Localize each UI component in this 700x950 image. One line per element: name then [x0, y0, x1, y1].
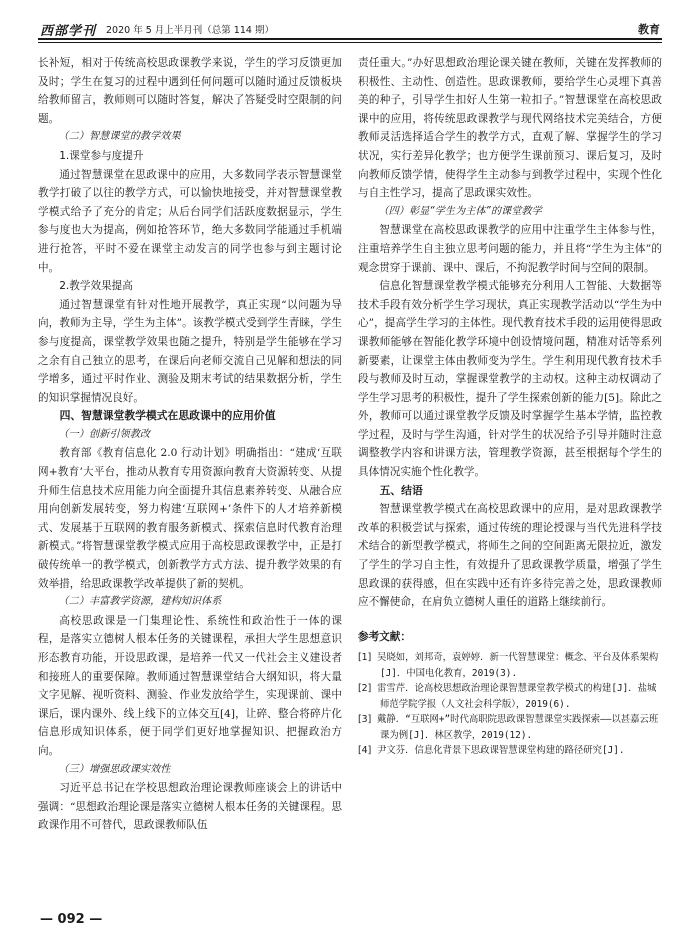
- paragraph: 教育部《教育信息化 2.0 行动计划》明确指出：“建成‘互联网+教育’大平台，推动从教育专用资源向教育大资源转变、从提升师生信息技术应用能力向全面提升其信息素养转变、从融合应用向创新发展转变，努力构建‘互联网+’条件下的人才培养新模式、发展基于互联网的教育服务新模式、探索信息时代教育治理新模式。”将智慧课堂教学模式应用于高校思政课教学中，正是打破传统单一的教学模式，创新教学方式方法、提升教学效果的有效举措，给思政课教学改革提供了新的契机。: [38, 447, 342, 590]
- reference-item: [3] 戴静．“互联网+”时代高职院思政课智慧课堂实践探索——以甚嘉云班课为例[J]．林区教学，2019(12).: [358, 714, 659, 741]
- journal-logo: 西部学刊: [40, 24, 97, 39]
- paragraph: 通过智慧课堂有针对性地开展教学，真正实现“以问题为导向，教师为主导，学生为主体”。该教学模式受到学生青睐，学生参与度提高，课堂教学效果也随之提升，特别是学生能够在学习之余有自己独立的思考，在课后向老师交流自己见解和想法的同学增多，通过平时作业、测验及期末考试的结果数据分析，学生的知识掌握情况良好。: [38, 298, 342, 404]
- subheading: （四）彰显“学生为主体”的课堂教学: [378, 205, 542, 217]
- subheading: （一）创新引领教改: [58, 428, 151, 440]
- subheading: （二）智慧课堂的教学效果: [58, 131, 181, 143]
- issue-info: 2020 年 5 月上半月刊（总第 114 期）: [106, 25, 274, 36]
- page-number: — 092 —: [40, 912, 103, 927]
- paragraph: 通过智慧课堂在思政课中的应用，大多数同学表示智慧课堂教学打破了以往的教学方式，可以愉快地接受，并对智慧课堂教学模式给予了充分的肯定；从后台同学们活跃度数据显示，学生参与度也大为提高，例如抢答环节，绝大多数同学能通过手机端进行抢答，平时不爱在课堂主动发言的同学也参与到主题讨论中。: [38, 168, 342, 274]
- paragraph: 高校思政课是一门集理论性、系统性和政治性于一体的课程，是落实立德树人根本任务的关键课程，承担大学生思想意识形态教育功能，开设思政课，是培养一代又一代社会主义建设者和接班人的重要保障。教师通过智慧课堂结合大纲知识，将大量文字见解、视听资料、测验、作业发放给学生，实现课前、课中课后，课内课外、线上线下的立体交互[4]，让碎、整合将碎片化信息形成知识体系，便于同学们更好地掌握知识、把握政治方向。: [38, 614, 342, 757]
- paragraph: 信息化智慧课堂教学模式能够充分利用人工智能、大数据等技术手段有效分析学生学习现状，真正实现教学活动以“学生为中心”，提高学生学习的主体性。现代教育技术手段的运用使得思政课教师能够在智能化教学环境中创设情境问题，精准对话等系列新要素，让课堂主体由教师变为学生。学生利用现代教育技术手段与教师及时互动，掌握课堂教学的主动权。这种主动权调动了学生学习思考的积极性，提升了学生探索创新的能力[5]。除此之外，教师可以通过课堂教学反馈及时掌握学生基本学情，监控教学过程，及时与学生沟通，针对学生的状况给予引导并随时注意调整教学内容和讲课方法，管理教学资源，甚至根据每个学生的具体情况实施个性化教学。: [358, 280, 662, 479]
- subheading: （二）丰富教学资源，建构知识体系: [58, 596, 222, 608]
- references-title: 参考文献：: [358, 630, 411, 643]
- paragraph: 长补短，相对于传统高校思政课教学来说，学生的学习反馈更加及时；学生在复习的过程中遇到任何问题可以随时通过反馈板块给教师留言，教师则可以随时答复，解决了答疑受时空限制的问题。: [38, 57, 342, 125]
- reference-item: [1] 吴晓如，刘邦奇，袁婷婷．新一代智慧课堂：概念、平台及体系架构[J]．中国电化教育，2019(3).: [358, 652, 659, 679]
- header-rule: [38, 38, 662, 40]
- paragraph: 智慧课堂在高校思政课教学的应用中注重学生主体参与性，注重培养学生自主独立思考问题的能力，并且将“学生为主体”的观念贯穿于课前、课中、课后，不拘泥教学时间与空间的限制。: [358, 224, 662, 274]
- section-heading: 五、结语: [379, 483, 423, 497]
- right-column: [358, 54, 662, 759]
- subheading: 1.课堂参与度提升: [59, 149, 144, 162]
- paragraph: 智慧课堂教学模式在高校思政课中的应用，是对思政课教学改革的积极尝试与探索，通过传统的理论授课与当代先进科学技术结合的新型教学模式，将师生之间的空间距离无限拉近，激发了学生的学习自主性，有效提升了思政课教学质量，增强了学生思政课的获得感，但在实践中还有许多待完善之处，思政课教师应不懈使命，在肩负立德树人重任的道路上继续前行。: [358, 503, 662, 609]
- section-heading: 四、智慧课堂教学模式在思政课中的应用价值: [59, 409, 276, 423]
- subheading: 2.教学效果提高: [59, 280, 133, 293]
- paragraph: 习近平总书记在学校思想政治理论课教师座谈会上的讲话中强调：“思想政治理论课是落实立德树人根本任务的关键课程。思政课作用不可替代，思政课教师队伍: [38, 782, 342, 832]
- reference-item: [4] 尹文芬．信息化背景下思政课智慧课堂构建的路径研究[J].: [358, 745, 625, 757]
- subheading: （三）增强思政课实效性: [58, 763, 171, 775]
- header-rule-thin: [38, 42, 662, 43]
- reference-item: [2] 雷雪芹．论高校思想政治理论课智慧课堂教学模式的构建[J]．盐城师范学院学报（人文社会科学版），2019(6).: [358, 683, 657, 710]
- paragraph: 责任重大。”办好思想政治理论课关键在教师，关键在发挥教师的积极性、主动性、创造性。思政课教师，要给学生心灵埋下真善美的种子，引导学生扣好人生第一粒扣子。”智慧课堂在高校思政课中的应用，将传统思政课教学与现代网络技术完美结合，方便教师灵活选择适合学生的教学方式，直观了解、掌握学生的学习状况，实行差异化教学；也方便学生课前预习、课后复习，及时向教师反馈学情，使得学生主动参与到教学过程中，实现个性化与自主性学习，提高了思政课实效性。: [358, 57, 662, 200]
- section-label: 教育: [638, 23, 660, 36]
- left-column: [38, 54, 342, 835]
